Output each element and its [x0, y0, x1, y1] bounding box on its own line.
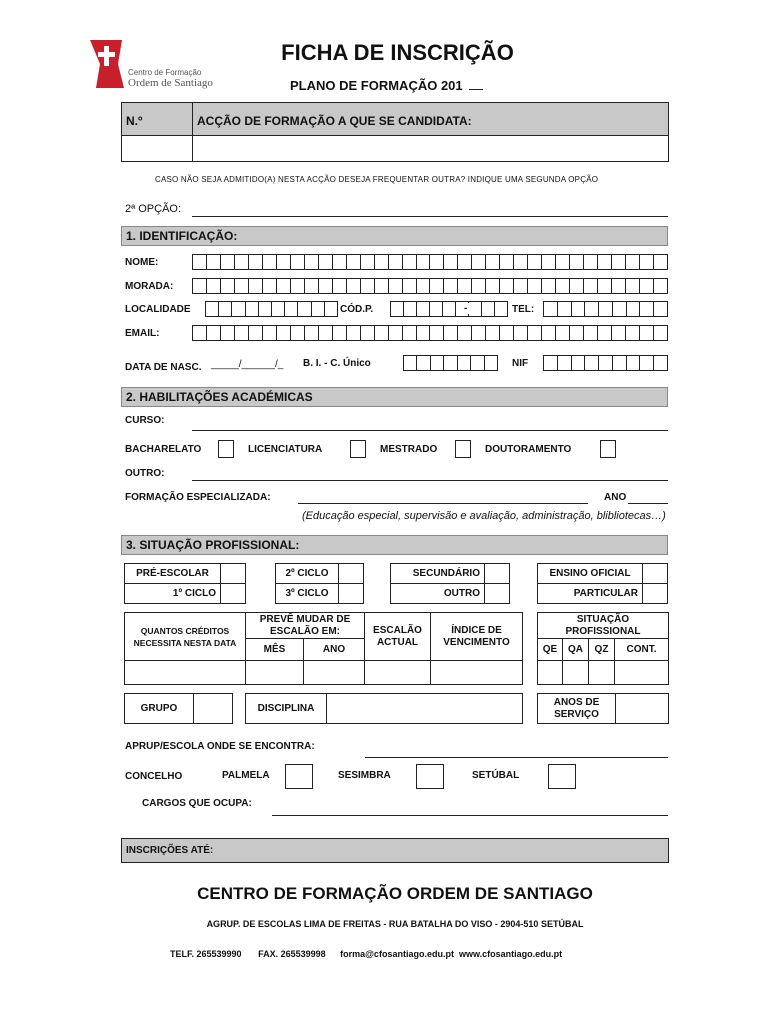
- ano-label: ANO: [604, 492, 627, 503]
- numero-header: N.º: [126, 114, 143, 128]
- grupo-label: GRUPO: [124, 693, 194, 724]
- logo-emblem-icon: [88, 38, 128, 90]
- cont-input[interactable]: [614, 660, 669, 685]
- nome-field[interactable]: [192, 254, 668, 270]
- aprup-label: APRUP/ESCOLA ONDE SE ENCONTRA:: [125, 741, 315, 752]
- escalao-actual-input[interactable]: [364, 660, 431, 685]
- primeiro-ciclo-label: 1º CICLO: [124, 583, 221, 604]
- email-field[interactable]: [192, 325, 668, 341]
- curso-label: CURSO:: [125, 415, 165, 426]
- creditos-header: QUANTOS CRÉDITOS NECESSITA NESTA DATA: [124, 612, 246, 661]
- doutoramento-label: DOUTORAMENTO: [485, 444, 572, 455]
- outro-field[interactable]: [192, 480, 668, 481]
- formacao-especializada-label: FORMAÇÃO ESPECIALIZADA:: [125, 492, 271, 503]
- nome-label: NOME:: [125, 257, 159, 268]
- footer-org: CENTRO DE FORMAÇÃO ORDEM DE SANTIAGO: [197, 884, 593, 903]
- anos-servico-input[interactable]: [615, 693, 669, 724]
- qe-input[interactable]: [537, 660, 563, 685]
- codp-dash: -: [464, 303, 468, 314]
- palmela-label: PALMELA: [222, 770, 270, 781]
- footer-fax: FAX. 265539998: [258, 949, 326, 959]
- sesimbra-label: SESIMBRA: [338, 770, 391, 781]
- second-option-label: 2ª OPÇÃO:: [125, 203, 182, 215]
- grupo-input[interactable]: [193, 693, 233, 724]
- accao-header: ACÇÃO DE FORMAÇÃO A QUE SE CANDIDATA:: [197, 114, 472, 128]
- outro-label: OUTRO:: [125, 468, 165, 479]
- cargos-label: CARGOS QUE OCUPA:: [142, 798, 252, 809]
- accao-input[interactable]: [193, 136, 668, 161]
- logo-line1: Centro de Formação: [128, 68, 202, 77]
- formacao-especializada-field[interactable]: [298, 503, 588, 504]
- qz-input[interactable]: [588, 660, 615, 685]
- plan-year-label: PLANO DE FORMAÇÃO 201: [290, 78, 463, 93]
- concelho-label: CONCELHO: [125, 771, 183, 782]
- logo-line2: Ordem de Santiago: [128, 77, 213, 89]
- palmela-checkbox[interactable]: [285, 764, 313, 789]
- cargos-field[interactable]: [272, 815, 668, 816]
- qa-header: QA: [562, 638, 589, 661]
- footer-email-web[interactable]: forma@cfosantiago.edu.pt www.cfosantiago.edu.pt: [340, 949, 563, 959]
- terceiro-ciclo-checkbox[interactable]: [338, 583, 364, 604]
- aprup-field[interactable]: [365, 757, 668, 758]
- anos-servico-label: ANOS DE SERVIÇO: [537, 693, 616, 724]
- mestrado-label: MESTRADO: [380, 444, 438, 455]
- tel-label: TEL:: [512, 304, 535, 315]
- curso-field[interactable]: [192, 430, 668, 431]
- dob-field[interactable]: _____/______/_: [211, 359, 284, 370]
- tel-field[interactable]: [543, 301, 668, 317]
- section-habilitacoes: 2. HABILITAÇÕES ACADÉMICAS: [121, 387, 668, 407]
- qz-header: QZ: [588, 638, 615, 661]
- ensino-oficial-checkbox[interactable]: [642, 563, 668, 584]
- particular-label: PARTICULAR: [537, 583, 643, 604]
- bi-field[interactable]: [403, 355, 498, 371]
- localidade-label: LOCALIDADE: [125, 304, 191, 315]
- outro-nivel-checkbox[interactable]: [484, 583, 510, 604]
- localidade-field[interactable]: [205, 301, 338, 317]
- preve-mudar-header: PREVÊ MUDAR DE ESCALÃO EM:: [245, 612, 365, 639]
- disciplina-label: DISCIPLINA: [245, 693, 327, 724]
- licenciatura-checkbox[interactable]: [350, 440, 366, 458]
- codp-label: CÓD.P.: [340, 304, 374, 315]
- second-option-field[interactable]: [192, 216, 668, 217]
- morada-field[interactable]: [192, 278, 668, 294]
- setubal-label: SETÚBAL: [472, 770, 520, 781]
- pre-escolar-label: PRÉ-ESCOLAR: [124, 563, 221, 584]
- indice-vencimento-input[interactable]: [430, 660, 523, 685]
- sesimbra-checkbox[interactable]: [416, 764, 444, 789]
- footer-address: AGRUP. DE ESCOLAS LIMA DE FREITAS - RUA BATALHA DO VISO - 2904-510 SETÚBAL: [206, 919, 584, 929]
- escalao-actual-header: ESCALÃO ACTUAL: [364, 612, 431, 661]
- section-situacao-profissional: 3. SITUAÇÃO PROFISSIONAL:: [121, 535, 668, 555]
- bacharelato-label: BACHARELATO: [125, 444, 202, 455]
- licenciatura-label: LICENCIATURA: [248, 444, 323, 455]
- ano-input[interactable]: [303, 660, 365, 685]
- particular-checkbox[interactable]: [642, 583, 668, 604]
- logo: [88, 38, 218, 94]
- disciplina-input[interactable]: [326, 693, 523, 724]
- inscricoes-label: INSCRIÇÕES ATÉ:: [126, 845, 214, 856]
- mes-header: MÊS: [245, 638, 304, 661]
- doutoramento-checkbox[interactable]: [600, 440, 616, 458]
- secundario-label: SECUNDÁRIO: [390, 563, 485, 584]
- morada-label: MORADA:: [125, 281, 174, 292]
- numero-input[interactable]: [122, 136, 192, 161]
- terceiro-ciclo-label: 3º CICLO: [275, 583, 339, 604]
- mestrado-checkbox[interactable]: [455, 440, 471, 458]
- situacao-profissional-header: SITUAÇÃO PROFISSIONAL: [537, 612, 669, 639]
- footer-tel: TELF. 265539990: [170, 949, 242, 959]
- page-title: FICHA DE INSCRIÇÃO: [281, 40, 514, 65]
- codp-field[interactable]: [390, 301, 508, 317]
- mes-input[interactable]: [245, 660, 304, 685]
- segundo-ciclo-checkbox[interactable]: [338, 563, 364, 584]
- year-blank[interactable]: [469, 89, 483, 90]
- segundo-ciclo-label: 2º CICLO: [275, 563, 339, 584]
- setubal-checkbox[interactable]: [548, 764, 576, 789]
- creditos-input[interactable]: [124, 660, 246, 685]
- indice-vencimento-header: ÍNDICE DE VENCIMENTO: [430, 612, 523, 661]
- nif-field[interactable]: [543, 355, 668, 371]
- bacharelato-checkbox[interactable]: [218, 440, 234, 458]
- qa-input[interactable]: [562, 660, 589, 685]
- secundario-checkbox[interactable]: [484, 563, 510, 584]
- bi-label: B. I. - C. Único: [303, 358, 371, 369]
- ano-header: ANO: [303, 638, 365, 661]
- nif-label: NIF: [512, 358, 529, 369]
- primeiro-ciclo-checkbox[interactable]: [220, 583, 246, 604]
- outro-nivel-label: OUTRO: [390, 583, 485, 604]
- section-identificacao: 1. IDENTIFICAÇÃO:: [121, 226, 668, 246]
- second-option-note: CASO NÃO SEJA ADMITIDO(A) NESTA ACÇÃO DESEJA FREQUENTAR OUTRA? INDIQUE UMA SEGUNDA OPÇÃO: [155, 175, 599, 184]
- ano-field[interactable]: [628, 503, 668, 504]
- page-subtitle: [290, 78, 483, 93]
- footer-contacts: [170, 949, 562, 959]
- dob-label: DATA DE NASC.: [125, 362, 202, 373]
- ensino-oficial-label: ENSINO OFICIAL: [537, 563, 643, 584]
- formacao-hint: (Educação especial, supervisão e avaliação, administração, blibliotecas…): [302, 510, 666, 522]
- cont-header: CONT.: [614, 638, 669, 661]
- pre-escolar-checkbox[interactable]: [220, 563, 246, 584]
- email-label: EMAIL:: [125, 328, 160, 339]
- qe-header: QE: [537, 638, 563, 661]
